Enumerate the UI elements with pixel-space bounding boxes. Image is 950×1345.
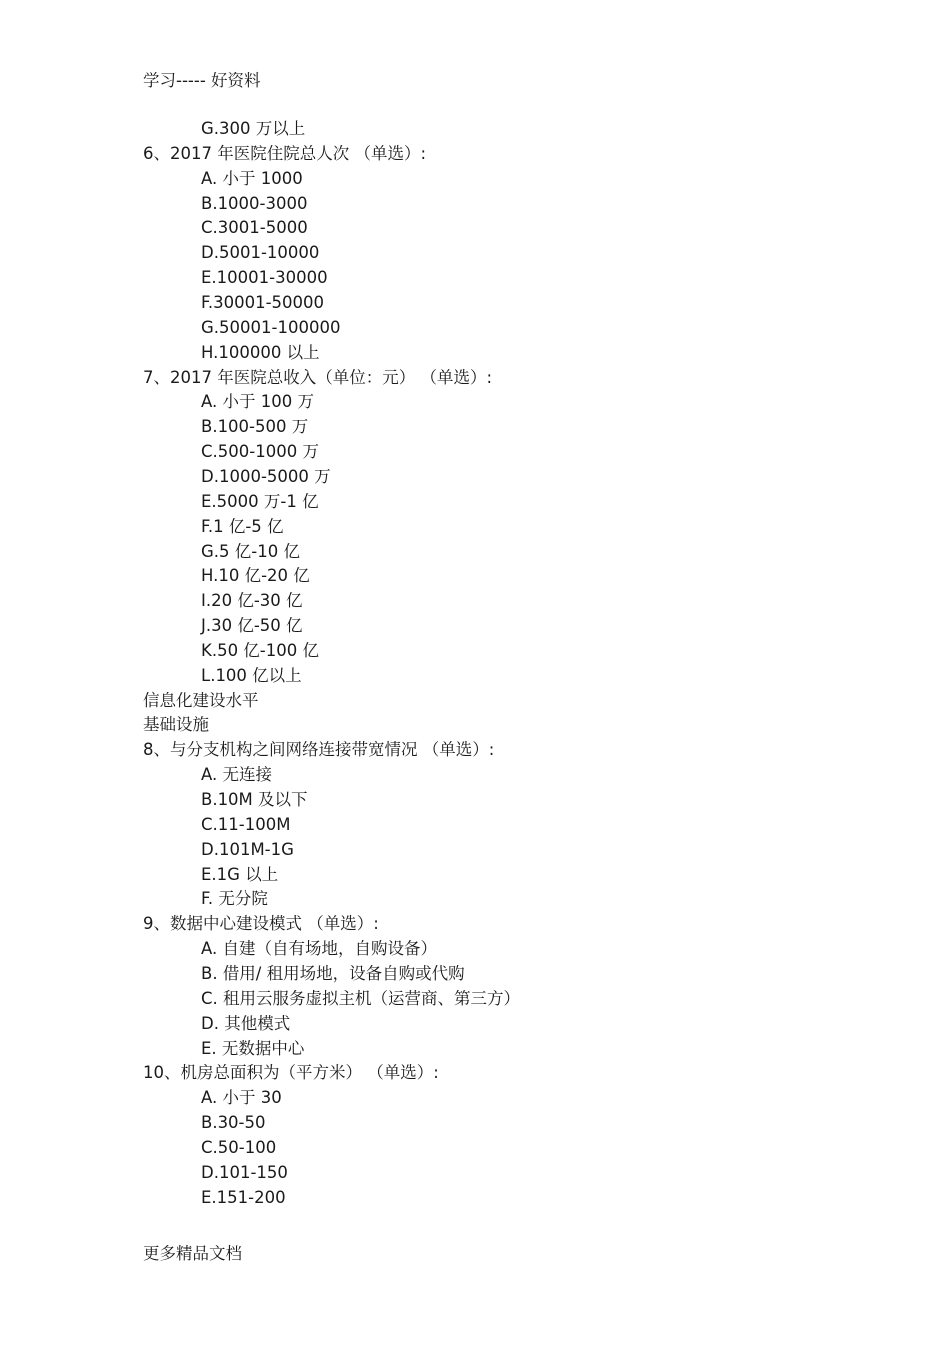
option-line: G.5 亿-10 亿 (201, 541, 300, 561)
option-line: C.50-100 (201, 1137, 277, 1157)
question-line: 6、2017 年医院住院总人次 （单选）: (143, 143, 427, 163)
option-line: H.100000 以上 (201, 342, 320, 362)
option-line: D.1000-5000 万 (201, 466, 331, 486)
option-line: G.50001-100000 (201, 317, 341, 337)
option-line: A. 小于 1000 (201, 168, 303, 188)
section-heading: 信息化建设水平 (143, 690, 259, 710)
option-line: G.300 万以上 (201, 119, 306, 138)
option-line: D. 其他模式 (201, 1013, 291, 1033)
option-line: J.30 亿-50 亿 (201, 616, 303, 635)
option-line: F.1 亿-5 亿 (201, 516, 284, 536)
option-line: C.500-1000 万 (201, 442, 319, 462)
option-line: A. 小于 100 万 (201, 392, 314, 412)
option-line: C.11-100M (201, 814, 291, 834)
option-line: D.5001-10000 (201, 243, 320, 263)
option-line: E.5000 万-1 亿 (201, 491, 319, 511)
question-line: 8、与分支机构之间网络连接带宽情况 （单选）: (143, 740, 495, 760)
option-line: A. 自建（自有场地，自购设备） (201, 939, 437, 959)
option-line: C.3001-5000 (201, 218, 308, 238)
option-line: E.1G 以上 (201, 864, 279, 884)
option-line: D.101M-1G (201, 839, 294, 859)
question-line: 7、2017 年医院总收入（单位：元） （单选）: (143, 367, 493, 387)
option-line: A. 无连接 (201, 765, 272, 785)
option-line: L.100 亿以上 (201, 665, 302, 685)
option-line: I.20 亿-30 亿 (201, 591, 303, 611)
option-line: A. 小于 30 (201, 1088, 282, 1108)
option-line: E.10001-30000 (201, 268, 328, 288)
option-line: K.50 亿-100 亿 (201, 640, 319, 660)
option-line: E.151-200 (201, 1187, 286, 1207)
option-line: C. 租用云服务虚拟主机（运营商、第三方） (201, 988, 521, 1008)
option-line: B.1000-3000 (201, 193, 308, 213)
option-line: B.10M 及以下 (201, 790, 308, 809)
section-heading: 基础设施 (143, 715, 209, 735)
option-line: B. 借用/ 租用场地，设备自购或代购 (201, 963, 465, 983)
option-line: F. 无分院 (201, 889, 268, 909)
page-header: 学习----- 好资料 (143, 71, 261, 90)
option-line: D.101-150 (201, 1162, 288, 1182)
question-line: 9、数据中心建设模式 （单选）: (143, 914, 379, 934)
option-line: B.100-500 万 (201, 417, 309, 437)
option-line: H.10 亿-20 亿 (201, 566, 310, 586)
option-line: F.30001-50000 (201, 293, 325, 312)
question-line: 10、机房总面积为（平方米） （单选）: (143, 1063, 439, 1083)
option-line: B.30-50 (201, 1113, 266, 1132)
page-footer: 更多精品文档 (143, 1244, 242, 1263)
option-line: E. 无数据中心 (201, 1038, 305, 1058)
